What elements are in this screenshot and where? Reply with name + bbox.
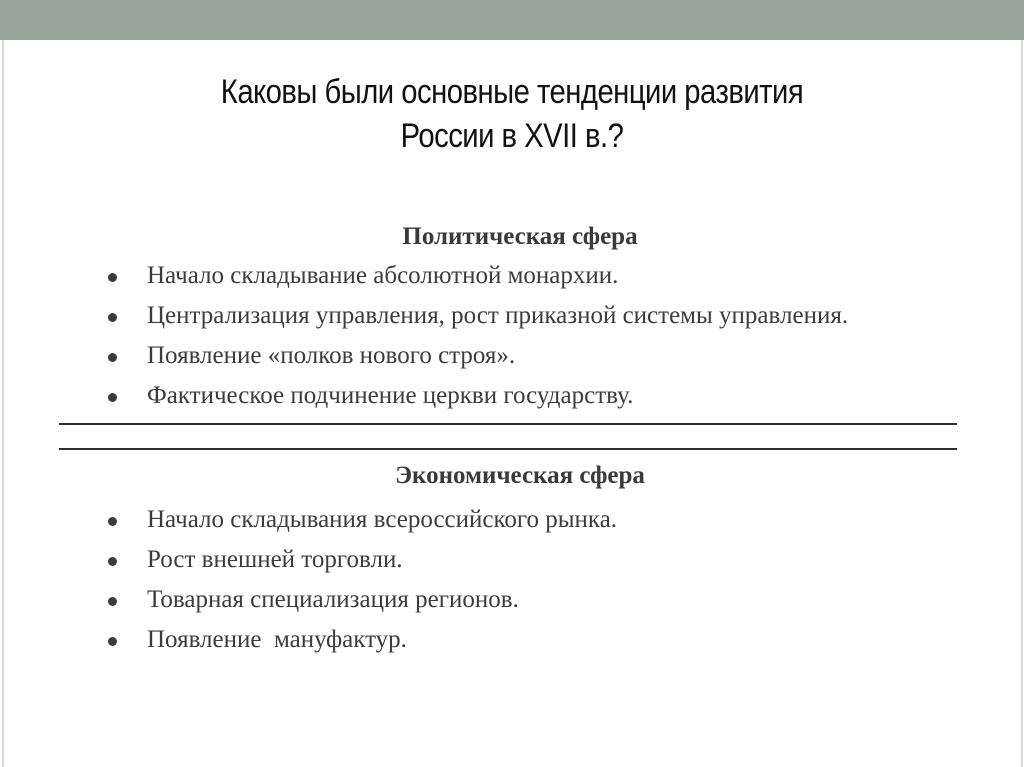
list-item <box>104 296 848 336</box>
list-item-text: Рост внешней торговли. <box>147 546 403 573</box>
list-item-text: Централизация управления, рост приказной системы управления. <box>147 302 849 329</box>
list-item-text: Фактическое подчинение церкви государству. <box>147 382 634 409</box>
political-sphere-heading: Политическая сфера <box>402 223 638 250</box>
list-item-text: Товарная специализация регионов. <box>147 586 519 613</box>
list-item <box>104 336 848 376</box>
bullet-icon <box>108 273 117 282</box>
political-sphere-list <box>104 256 848 416</box>
title-line-1: Каковы были основные тенденции развития <box>220 73 804 111</box>
section-divider <box>59 448 957 450</box>
economic-sphere-list <box>104 500 617 660</box>
list-item <box>104 580 617 620</box>
bullet-icon <box>108 353 117 362</box>
left-frame-line <box>2 40 4 767</box>
top-bar <box>0 0 1024 40</box>
list-item <box>104 500 617 540</box>
list-item <box>104 620 617 660</box>
right-frame-line <box>1021 40 1023 767</box>
list-item-text: Появление мануфактур. <box>147 626 407 653</box>
list-item <box>104 256 848 296</box>
title-line-2: России в XVII в.? <box>400 117 624 155</box>
bullet-icon <box>108 557 117 566</box>
list-item-text: Начало складывания всероссийского рынка. <box>147 506 618 533</box>
slide-title <box>106 70 918 158</box>
list-item <box>104 376 848 416</box>
bullet-icon <box>108 313 117 322</box>
bullet-icon <box>108 393 117 402</box>
section-divider <box>59 423 957 425</box>
list-item-text: Начало складывание абсолютной монархии. <box>147 262 619 289</box>
list-item <box>104 540 617 580</box>
list-item-text: Появление «полков нового строя». <box>147 342 516 369</box>
bullet-icon <box>108 517 117 526</box>
bullet-icon <box>108 637 117 646</box>
economic-sphere-heading: Экономическая сфера <box>395 462 645 489</box>
bullet-icon <box>108 597 117 606</box>
